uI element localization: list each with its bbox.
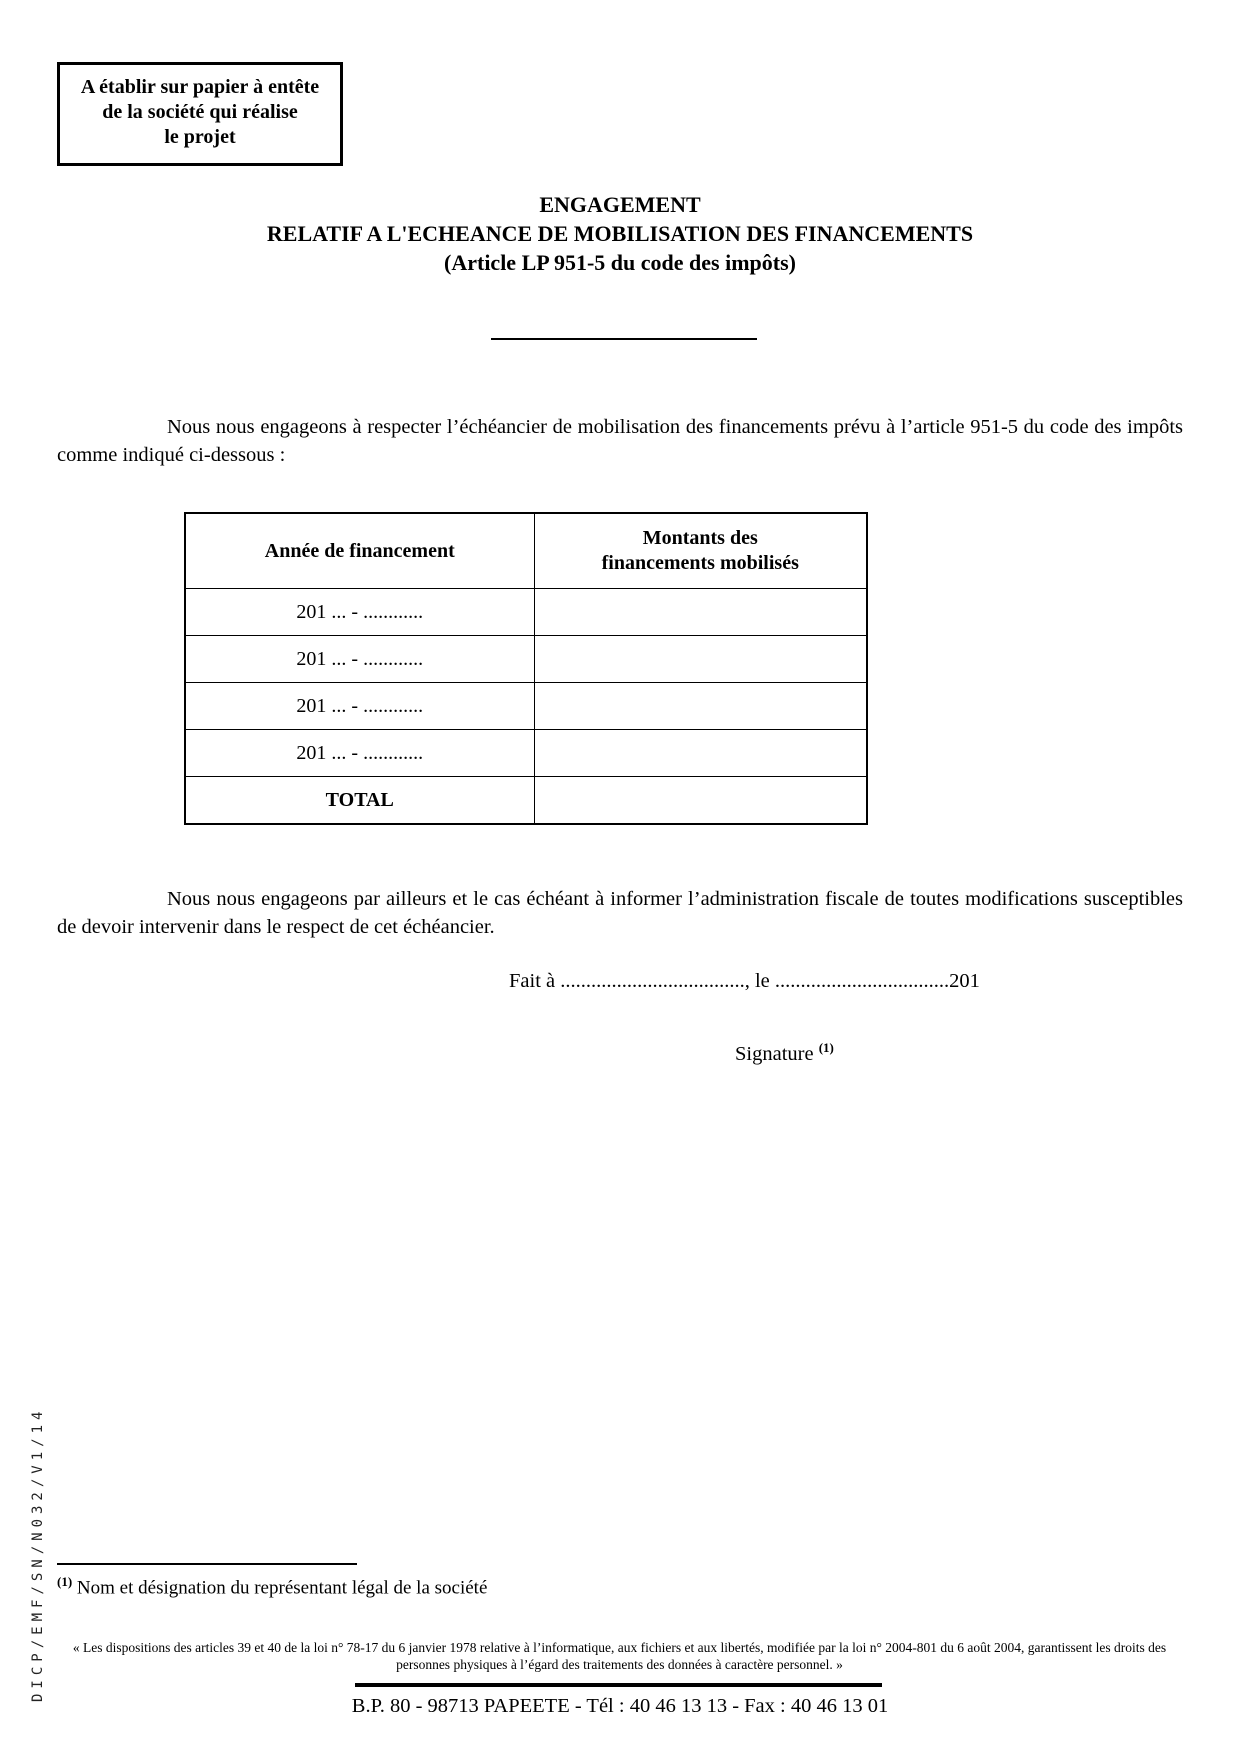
footnote	[57, 1574, 957, 1599]
letterhead-instruction-box	[57, 62, 343, 166]
commitment-paragraph: Nous nous engageons à respecter l’échéancier de mobilisation des financements prévu à l’article 951-5 du code des impôts comme indiqué ci-dessous :	[57, 416, 1183, 466]
year-cell: 201 ... - ............	[185, 636, 534, 683]
footer-divider-bar	[355, 1683, 882, 1687]
title-divider-rule	[491, 338, 757, 340]
letterhead-instruction-line: A établir sur papier à entête	[80, 76, 320, 98]
document-reference-code: DICP/EMF/SN/N032/V1/14	[30, 1406, 46, 1702]
data-protection-notice: « Les dispositions des articles 39 et 40 de la loi n° 78-17 du 6 janvier 1978 relative à l’informatique, aux fichiers et aux libertés, modifiée par la loi n° 2004-801 du 6 août 2004, garantissent les droits des personnes physiques à l’égard des traitements des données à caractère personnel. »	[72, 1640, 1167, 1672]
financing-schedule-table	[184, 512, 868, 825]
letterhead-instruction-line: le projet	[164, 126, 236, 148]
contact-footer: B.P. 80 - 98713 PAPEETE - Tél : 40 46 13 13 - Fax : 40 46 13 01	[351, 1695, 889, 1717]
footnote-text: Nom et désignation du représentant légal de la société	[72, 1577, 488, 1599]
amount-cell	[534, 683, 867, 730]
table-row	[185, 683, 867, 730]
modification-paragraph: Nous nous engageons par ailleurs et le cas échéant à informer l’administration fiscale de toutes modifications susceptibles de devoir intervenir dans le respect de cet échéancier.	[57, 888, 1183, 938]
amount-header-line-1: Montants des	[642, 527, 758, 549]
title-line-1: ENGAGEMENT	[539, 192, 701, 217]
footnote-ref: (1)	[57, 1574, 73, 1589]
table-row	[185, 730, 867, 777]
amount-cell	[534, 730, 867, 777]
title-line-2: RELATIF A L'ECHEANCE DE MOBILISATION DES FINANCEMENTS	[266, 221, 974, 246]
amount-cell	[534, 636, 867, 683]
total-amount-cell	[534, 777, 867, 825]
total-label-cell: TOTAL	[185, 777, 534, 825]
letterhead-instruction-line: de la société qui réalise	[102, 101, 298, 123]
place-and-date-line: Fait à ...................................., le ..................................201	[509, 970, 980, 992]
title-line-3: (Article LP 951-5 du code des impôts)	[444, 250, 796, 275]
amount-column-header	[534, 513, 867, 589]
amount-header-line-2: financements mobilisés	[601, 552, 799, 574]
signature-footnote-ref: (1)	[818, 1040, 834, 1055]
signature-text: Signature	[735, 1042, 819, 1065]
footnote-divider-rule	[57, 1563, 357, 1565]
table-total-row	[185, 777, 867, 825]
year-column-header: Année de financement	[185, 513, 534, 589]
year-cell: 201 ... - ............	[185, 683, 534, 730]
amount-cell	[534, 589, 867, 636]
year-cell: 201 ... - ............	[185, 730, 534, 777]
document-title	[57, 190, 1183, 277]
signature-label	[735, 1040, 834, 1066]
table-header-row	[185, 513, 867, 589]
table-row	[185, 589, 867, 636]
year-cell: 201 ... - ............	[185, 589, 534, 636]
table-row	[185, 636, 867, 683]
